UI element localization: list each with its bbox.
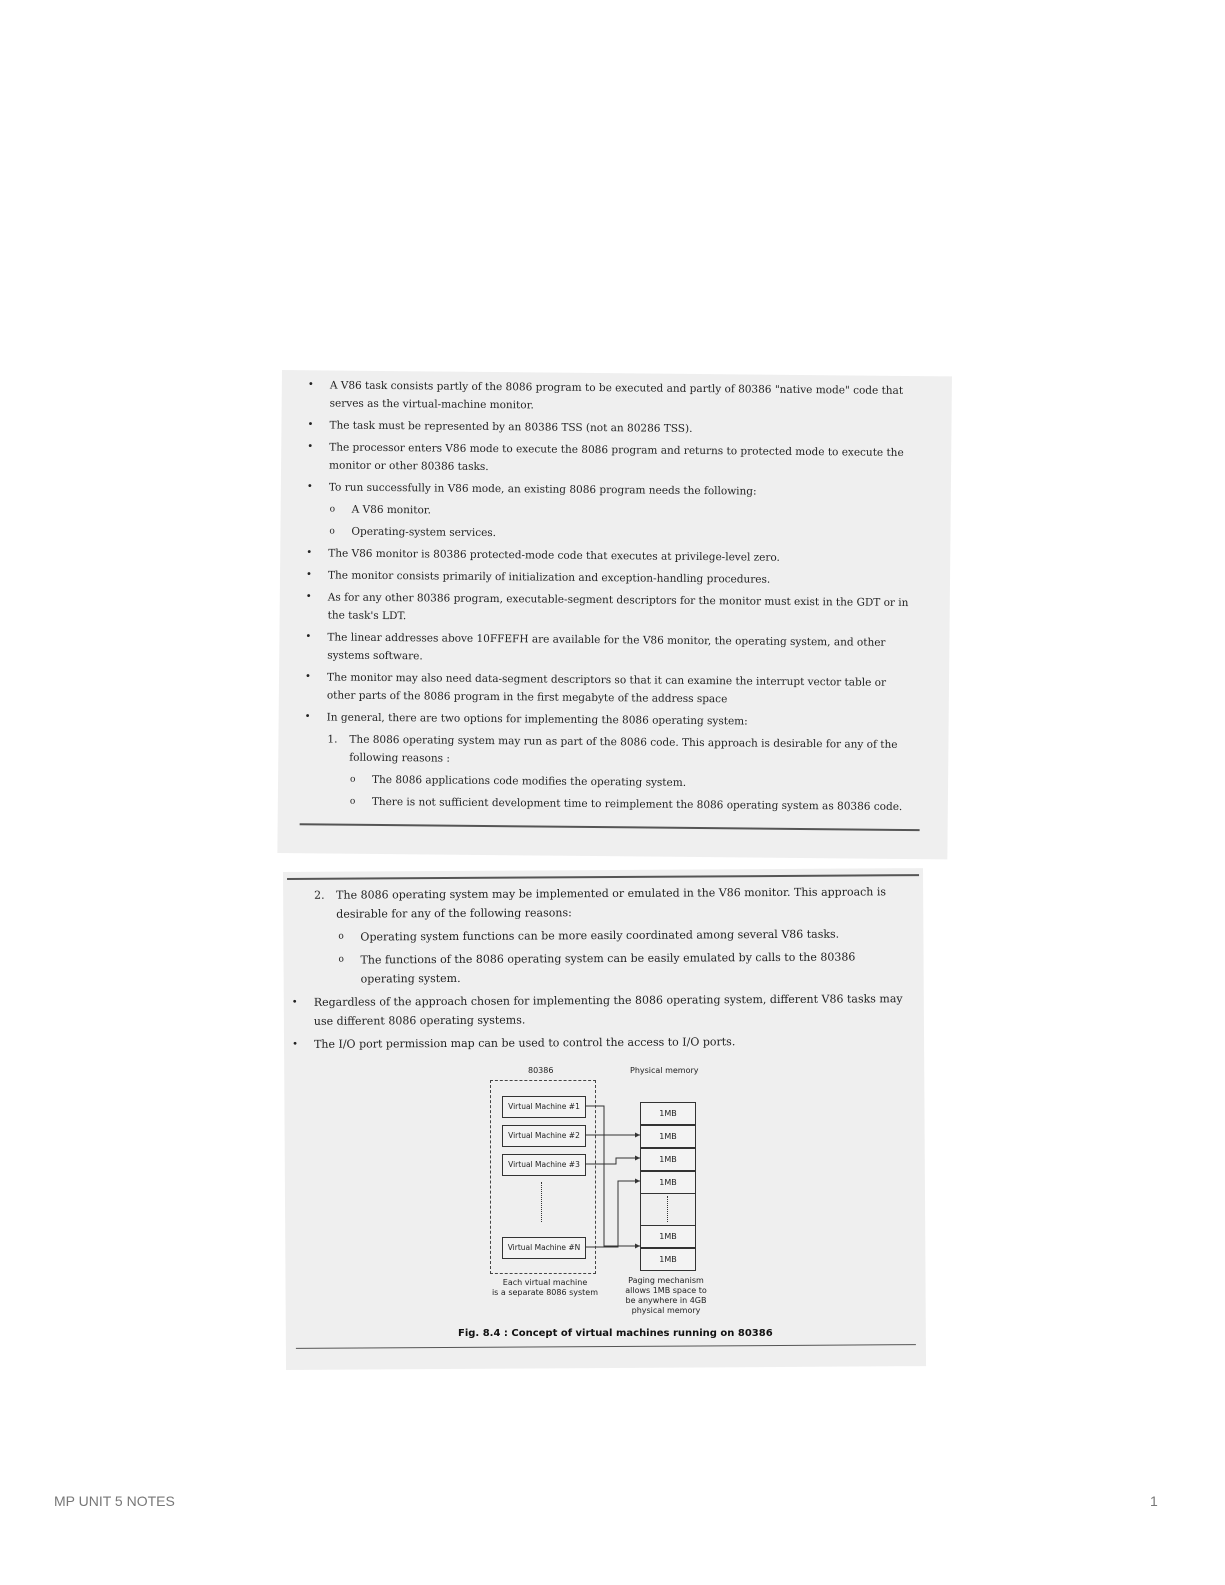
memory-label: Physical memory [630, 1066, 699, 1075]
list-item: • In general, there are two options for implementing the 8086 operating system: [327, 708, 917, 732]
numbered-item: 1. The 8086 operating system may run as part of the 8086 code. This approach is desirable for any of the following reasons : [349, 731, 916, 772]
bullet-list-top [304, 376, 920, 820]
list-item: • The task must be represented by an 80386 TSS (not an 80286 TSS). [329, 416, 919, 440]
mapping-arrows [490, 1064, 730, 1294]
memory-block: 1MB [640, 1125, 696, 1148]
bullet-icon: • [307, 379, 314, 391]
bullet-icon: • [305, 631, 312, 643]
sub-list-item: o The 8086 applications code modifies the operating system. [372, 771, 916, 794]
sub-list-item: o Operating-system services. [351, 523, 918, 546]
item-number: 2. [314, 888, 325, 902]
item-number: 1. [327, 733, 338, 746]
memory-block: 1MB [640, 1225, 696, 1248]
bullet-icon: • [291, 996, 298, 1008]
list-item: • The V86 monitor is 80386 protected-mode code that executes at privilege-level zero. [328, 544, 918, 568]
bullet-icon: • [292, 1038, 298, 1050]
virtual-machine-box: Virtual Machine #N [502, 1237, 586, 1259]
memory-block: 1MB [640, 1171, 696, 1194]
bullet-icon: • [306, 547, 313, 559]
bullet-icon: • [307, 441, 314, 453]
bullet-icon: • [307, 419, 314, 431]
circle-bullet-icon: o [338, 954, 344, 965]
memory-block: 1MB [640, 1248, 696, 1271]
virtual-machine-box: Virtual Machine #3 [502, 1154, 586, 1176]
cpu-caption: Each virtual machine is a separate 8086 system [491, 1278, 599, 1297]
footer-title: MP UNIT 5 NOTES [54, 1493, 175, 1509]
bullet-list-bottom [291, 882, 912, 1058]
bullet-icon: • [305, 671, 312, 683]
list-item: • Regardless of the approach chosen for implementing the 8086 operating system, different V86 tasks may use different 8086 operating systems. [291, 992, 903, 1028]
list-item: • A V86 task consists partly of the 8086 program to be executed and partly of 80386 "native mode" code that serves as the virtual-machine monitor. [330, 376, 920, 418]
circle-bullet-icon: o [329, 504, 336, 515]
virtual-machine-box: Virtual Machine #1 [502, 1096, 586, 1118]
bullet-icon: • [306, 481, 313, 493]
bullet-icon: • [304, 711, 311, 723]
sub-list-item: o A V86 monitor. [352, 501, 919, 524]
list-item: • To run successfully in V86 mode, an existing 8086 program needs the following: [329, 478, 919, 502]
divider [300, 823, 920, 831]
cpu-label: 80386 [528, 1066, 554, 1075]
list-item: • The monitor may also need data-segment descriptors so that it can examine the interrupt vector table or other parts of the 8086 program in the first megabyte of the address space [327, 668, 917, 710]
memory-caption: Paging mechanism allows 1MB space to be anywhere in 4GB physical memory [625, 1276, 707, 1315]
bullet-icon: • [305, 569, 312, 581]
memory-block: 1MB [640, 1148, 696, 1171]
page-number: 1 [1150, 1493, 1158, 1509]
memory-block: 1MB [640, 1102, 696, 1125]
list-item: • The processor enters V86 mode to execute the 8086 program and returns to protected mode to execute the monitor or other 80386 tasks. [329, 438, 919, 480]
figure-caption: Fig. 8.4 : Concept of virtual machines running on 80386 [458, 1328, 773, 1339]
sub-list-item: o Operating system functions can be more easily coordinated among several V86 tasks. [360, 924, 911, 946]
circle-bullet-icon: o [349, 796, 356, 807]
list-item: • As for any other 80386 program, executable-segment descriptors for the monitor must exist in the GDT or in the task's LDT. [328, 588, 918, 630]
virtual-machine-box: Virtual Machine #2 [502, 1125, 586, 1147]
divider [296, 1344, 916, 1349]
divider [287, 874, 919, 880]
bullet-icon: • [305, 591, 312, 603]
virtual-machine-diagram [490, 1064, 730, 1344]
circle-bullet-icon: o [338, 931, 344, 942]
list-item: • The monitor consists primarily of initialization and exception-handling procedures. [328, 566, 918, 590]
circle-bullet-icon: o [329, 526, 335, 537]
scanned-page-top [277, 370, 952, 859]
list-item: • The I/O port permission map can be used to control the access to I/O ports. [314, 1031, 912, 1054]
circle-bullet-icon: o [350, 774, 356, 785]
sub-list-item: o There is not sufficient development time to reimplement the 8086 operating system as 80386 code. [372, 793, 916, 816]
numbered-item: 2. The 8086 operating system may be implemented or emulated in the V86 monitor. This approach is desirable for any of the following reasons: [314, 885, 887, 921]
list-item: • The linear addresses above 10FFEFH are available for the V86 monitor, the operating system, and other systems software. [327, 628, 917, 670]
sub-list-item: o The functions of the 8086 operating system can be easily emulated by calls to the 80386 operating system. [338, 950, 856, 986]
